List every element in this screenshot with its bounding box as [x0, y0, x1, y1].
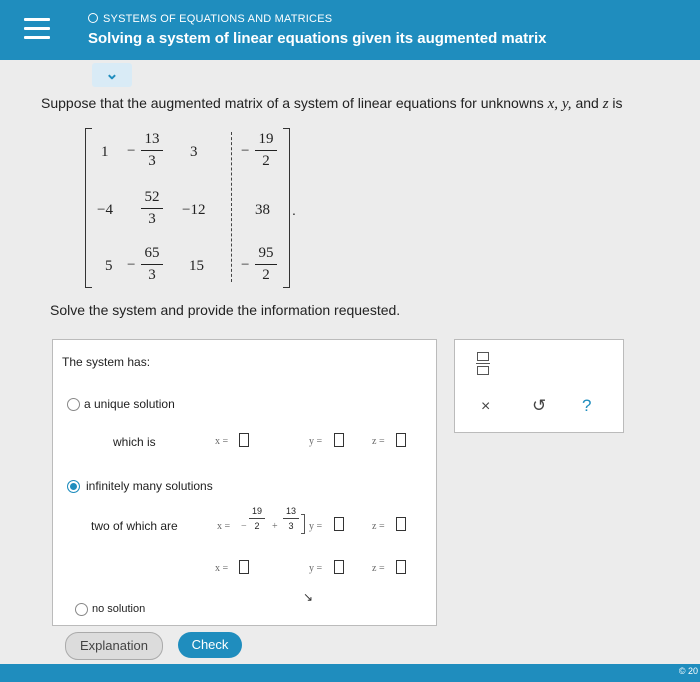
infinite-y-input[interactable]	[334, 517, 344, 531]
matrix-cell: − 95 2	[255, 245, 277, 284]
matrix-left-bracket	[85, 128, 92, 288]
which-is-label: which is	[113, 435, 156, 449]
circle-icon	[88, 13, 98, 23]
infinite-z-input[interactable]	[396, 517, 406, 531]
collapse-chevron-button[interactable]	[92, 63, 132, 87]
z-label: z =	[372, 563, 385, 574]
matrix-cell: 52 3	[141, 189, 163, 228]
fraction-thirteen-thirds: 13 3	[283, 506, 299, 531]
undo-icon[interactable]: ↺	[532, 396, 547, 415]
radio-unique-solution[interactable]	[67, 398, 80, 411]
matrix-right-bracket	[283, 128, 290, 288]
math-toolbar	[454, 339, 624, 433]
matrix-cell: − 13 3	[141, 131, 163, 170]
close-icon[interactable]: ×	[481, 398, 491, 415]
problem-prompt: Suppose that the augmented matrix of a system of linear equations for unknowns x, y, and z is	[41, 95, 623, 112]
infinite2-x-input[interactable]	[239, 560, 249, 574]
y-label: y =	[309, 436, 323, 447]
matrix-period: .	[292, 202, 296, 218]
matrix-cell: 15	[189, 258, 204, 274]
option-none-label: no solution	[92, 603, 146, 615]
unique-y-input[interactable]	[334, 433, 344, 447]
matrix-cell: 38	[255, 202, 270, 218]
infinite2-z-input[interactable]	[396, 560, 406, 574]
unique-z-input[interactable]	[396, 433, 406, 447]
matrix-cell: − 19 2	[255, 131, 277, 170]
option-unique-label: a unique solution	[84, 397, 175, 411]
explanation-button[interactable]: Explanation	[65, 632, 163, 660]
infinite2-y-input[interactable]	[334, 560, 344, 574]
augment-divider	[231, 132, 232, 282]
copyright-text: © 20	[678, 666, 698, 676]
matrix-cell: −12	[182, 202, 206, 218]
chevron-down-icon: ⌄	[105, 66, 119, 83]
topic-label: SYSTEMS OF EQUATIONS AND MATRICES	[88, 13, 332, 25]
check-button[interactable]: Check	[178, 632, 242, 658]
matrix-cell: − 65 3	[141, 245, 163, 284]
answer-panel	[52, 339, 437, 626]
page-title: Solving a system of linear equations given its augmented matrix	[88, 30, 547, 47]
footer-bar	[0, 664, 700, 682]
z-label: z =	[372, 521, 385, 532]
matrix-cell: 3	[190, 144, 198, 160]
matrix-cell: 1	[101, 144, 109, 160]
fraction-nineteen-halves: 19 2	[249, 506, 265, 531]
augmented-matrix	[85, 128, 290, 288]
option-infinite-label: infinitely many solutions	[86, 479, 213, 493]
instruction-text: Solve the system and provide the information requested.	[50, 302, 401, 318]
two-of-which-label: two of which are	[91, 519, 178, 533]
panel-heading: The system has:	[62, 355, 151, 369]
z-label: z =	[372, 436, 385, 447]
bracket-y	[301, 514, 305, 534]
x-label: x =	[215, 563, 229, 574]
matrix-cell: 5	[105, 258, 113, 274]
radio-no-solution[interactable]	[75, 603, 88, 616]
mouse-cursor-icon: ↘	[303, 590, 314, 604]
menu-icon[interactable]	[24, 18, 50, 40]
fraction-icon[interactable]	[476, 352, 490, 374]
radio-infinitely-many[interactable]	[67, 480, 80, 493]
x-label: x =	[217, 521, 231, 532]
unique-x-input[interactable]	[239, 433, 249, 447]
y-label: y =	[309, 563, 323, 574]
header-bar	[0, 0, 700, 60]
x-label: x =	[215, 436, 229, 447]
help-icon[interactable]: ?	[582, 396, 592, 415]
minus-sign: −	[241, 521, 247, 532]
matrix-cell: −4	[97, 202, 113, 218]
y-label: y =	[309, 521, 323, 532]
plus-sign: +	[272, 521, 278, 532]
